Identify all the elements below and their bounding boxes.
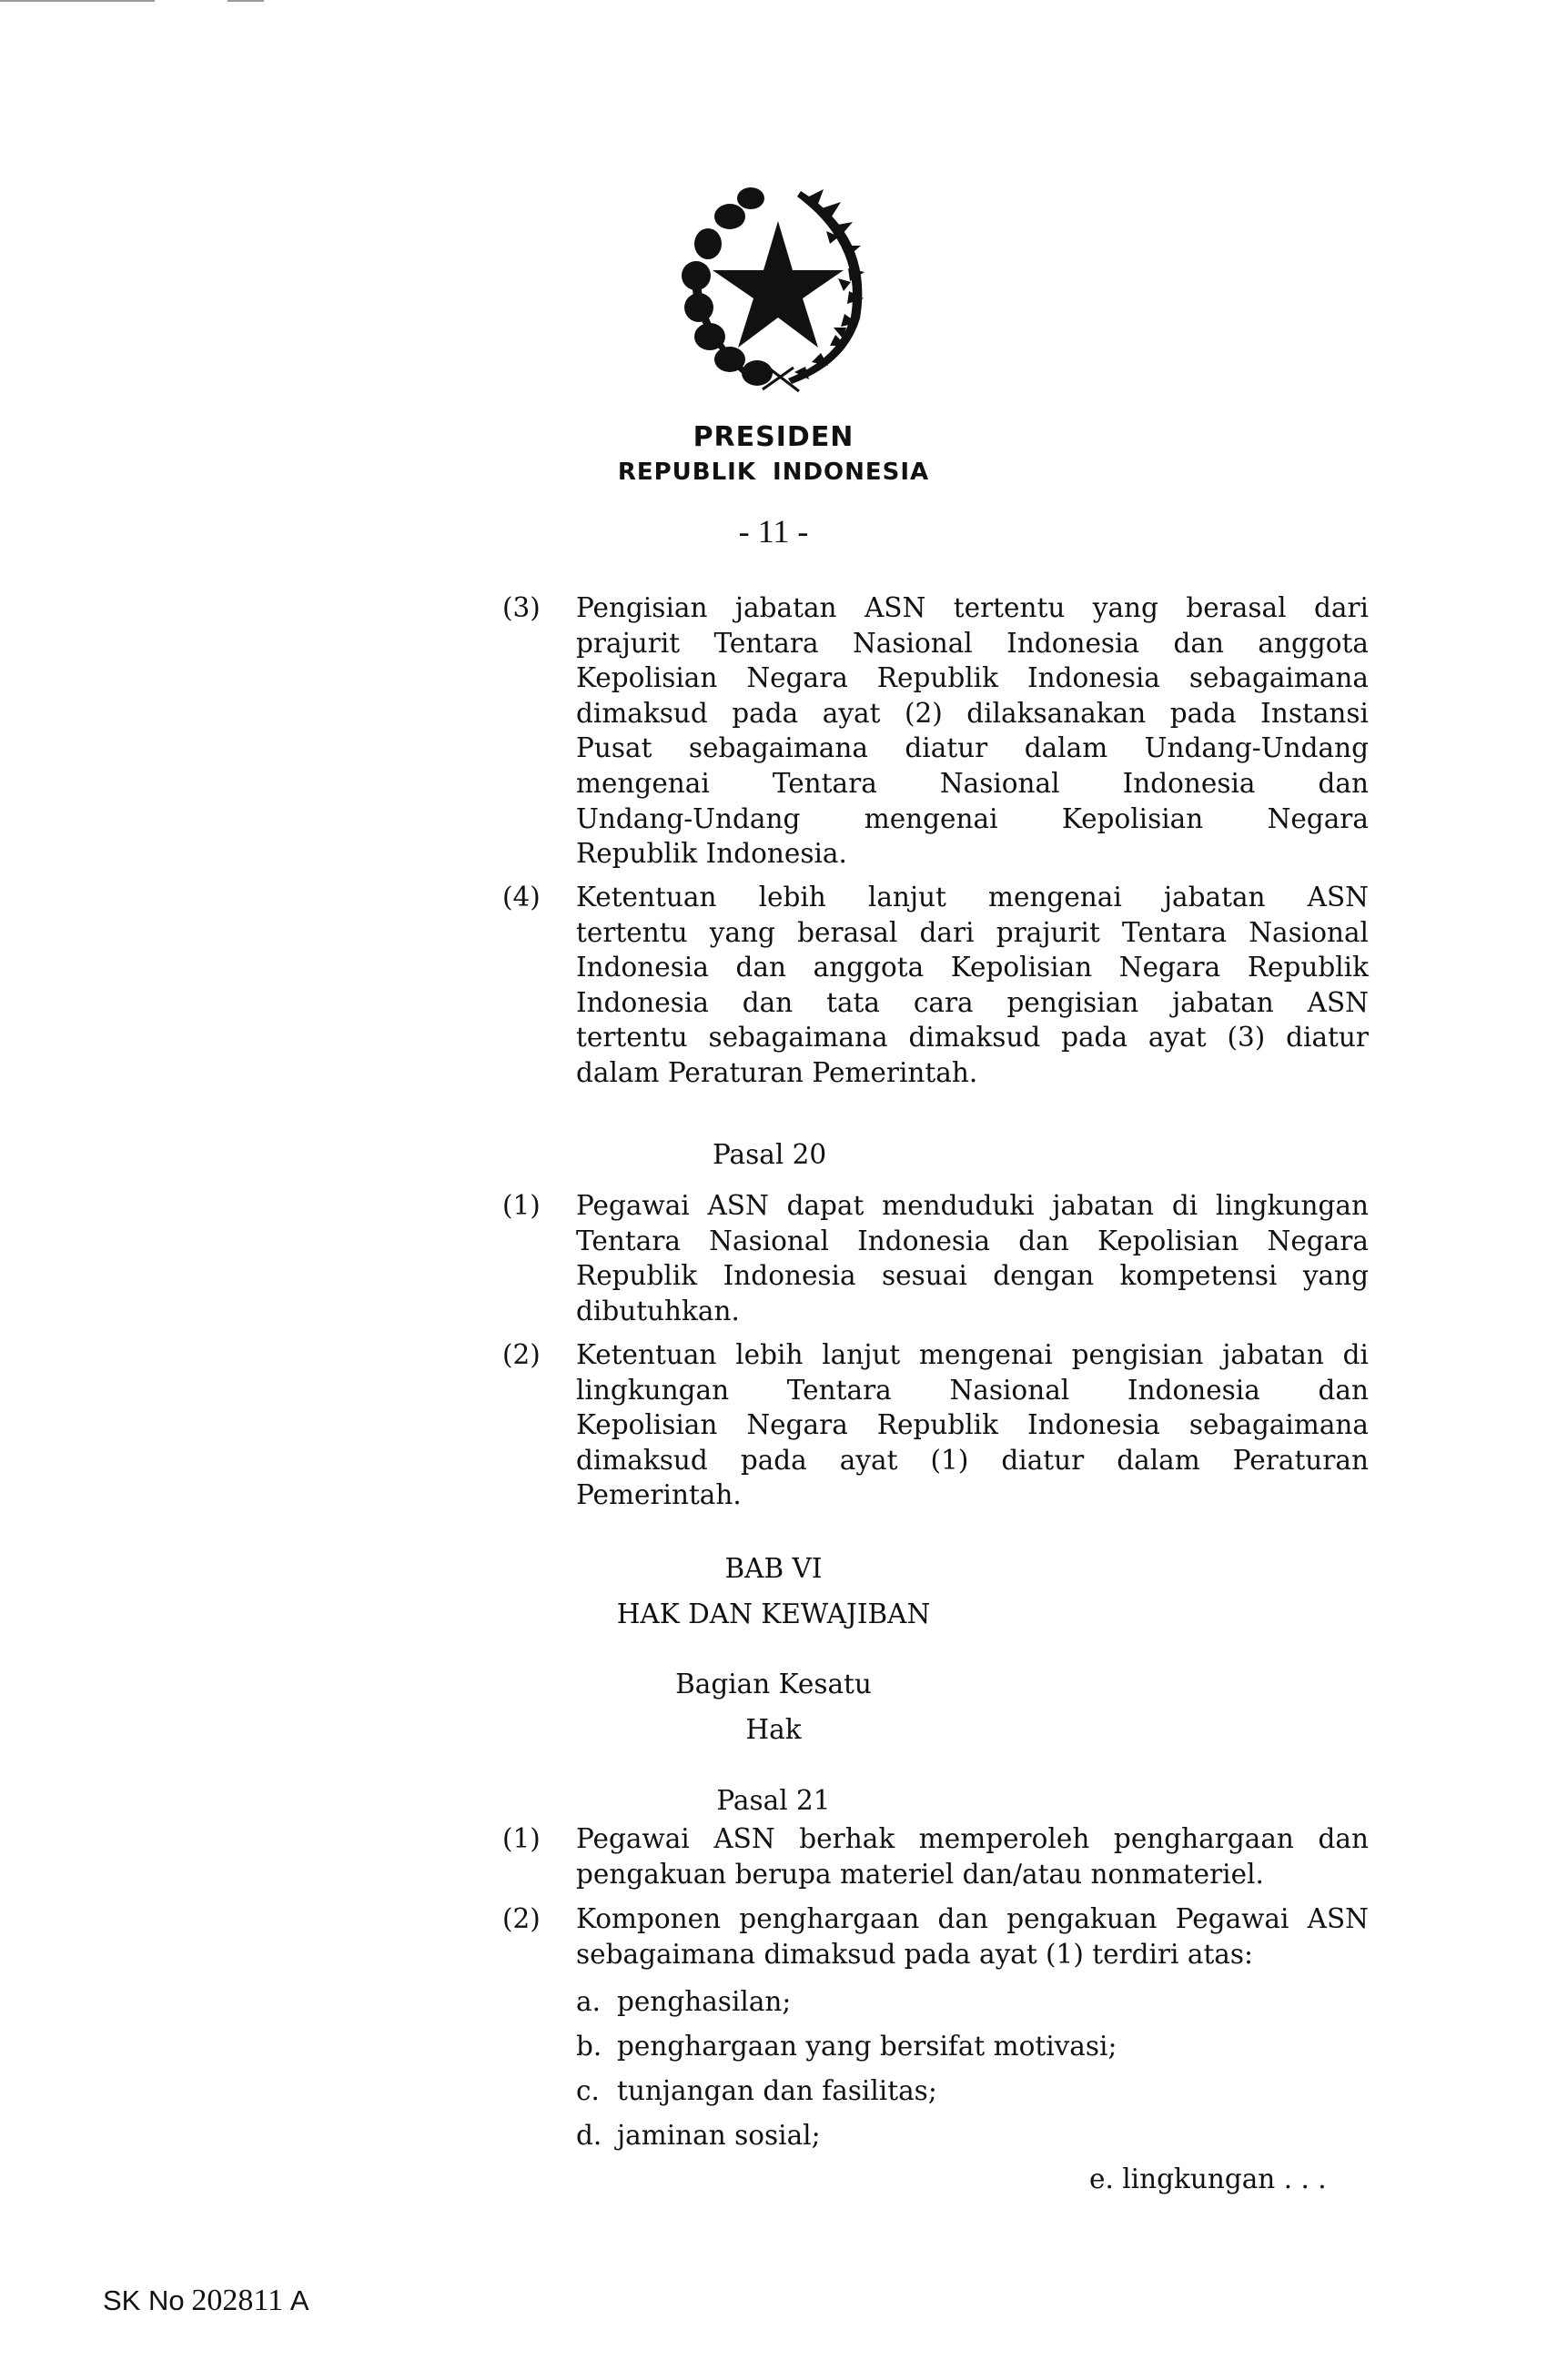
text-line: lingkungan Tentara Nasional Indonesia dan: [576, 1374, 1369, 1406]
code-suffix: A: [289, 2284, 309, 2316]
text-line: Pusat sebagaimana diatur dalam Undang-Undang: [576, 732, 1369, 764]
text-line: Undang-Undang mengenai Kepolisian Negara: [576, 802, 1369, 834]
list-letter: c.: [576, 2075, 600, 2106]
ayat-text: [576, 1337, 1369, 1513]
ayat-text: [576, 590, 1369, 872]
list-letter: b.: [576, 2031, 602, 2062]
pasal-20-title: Pasal 20: [713, 1139, 827, 1170]
text-line: Pengisian jabatan ASN tertentu yang berasal dari: [576, 592, 1369, 623]
ayat-number: (2): [502, 1903, 541, 1934]
text-line: Ketentuan lebih lanjut mengenai jabatan ASN: [576, 882, 1369, 913]
list-item-c: [576, 2073, 937, 2109]
document-code: [103, 2284, 309, 2318]
text-line: Indonesia dan tata cara pengisian jabatan ASN: [576, 986, 1369, 1018]
text-line: pengakuan berupa materiel dan/atau nonmateriel.: [576, 1858, 1264, 1890]
ayat-text: [576, 1901, 1369, 1972]
header-title-presiden: PRESIDEN: [693, 421, 854, 453]
text-line: dibutuhkan.: [576, 1295, 740, 1326]
text-line: Kepolisian Negara Republik Indonesia sebagaimana: [576, 1409, 1369, 1441]
bagian-number: Bagian Kesatu: [675, 1669, 872, 1699]
text-line: dalam Peraturan Pemerintah.: [576, 1056, 978, 1088]
text-line: Pegawai ASN berhak memperoleh penghargaan dan: [576, 1823, 1369, 1854]
ayat-number: (1): [502, 1190, 541, 1221]
text-line: Tentara Nasional Indonesia dan Kepolisian Negara: [576, 1225, 1369, 1256]
ayat-number: (4): [502, 882, 541, 913]
list-text: penghasilan;: [617, 1986, 792, 2017]
code-number: 202811: [191, 2284, 284, 2317]
text-line: mengenai Tentara Nasional Indonesia dan: [576, 767, 1369, 799]
text-line: Pegawai ASN dapat menduduki jabatan di lingkungan: [576, 1190, 1369, 1221]
ayat-text: [576, 1188, 1369, 1328]
text-line: Indonesia dan anggota Kepolisian Negara Republik: [576, 952, 1369, 983]
text-line: Kepolisian Negara Republik Indonesia sebagaimana: [576, 662, 1369, 694]
list-text: tunjangan dan fasilitas;: [617, 2075, 937, 2106]
text-line: Pemerintah.: [576, 1479, 742, 1511]
text-line: Ketentuan lebih lanjut mengenai pengisian jabatan di: [576, 1339, 1369, 1370]
scan-artifact: [0, 0, 155, 2]
pasal-21-title: Pasal 21: [716, 1785, 831, 1816]
text-line: Republik Indonesia sesuai dengan kompetensi yang: [576, 1260, 1369, 1292]
header-title-republik: REPUBLIK INDONESIA: [617, 459, 930, 486]
text-line: sebagaimana dimaksud pada ayat (1) terdiri atas:: [576, 1938, 1253, 1970]
ayat-number: (2): [502, 1339, 541, 1370]
bagian-title: Hak: [745, 1714, 802, 1745]
list-text: penghargaan yang bersifat motivasi;: [617, 2031, 1117, 2062]
bab-number: BAB VI: [724, 1553, 823, 1584]
page-number: - 11 -: [738, 513, 809, 550]
text-line: tertentu sebagaimana dimaksud pada ayat (3) diatur: [576, 1022, 1369, 1054]
code-prefix: SK No: [103, 2284, 185, 2316]
text-line: dimaksud pada ayat (1) diatur dalam Peraturan: [576, 1444, 1369, 1476]
ayat-text: [576, 880, 1369, 1091]
text-line: prajurit Tentara Nasional Indonesia dan anggota: [576, 627, 1369, 659]
text-line: Republik Indonesia.: [576, 838, 847, 870]
ayat-text: [576, 1821, 1369, 1891]
list-item-d: [576, 2118, 821, 2153]
list-item-a: [576, 1984, 791, 2020]
list-text: jaminan sosial;: [617, 2120, 821, 2151]
list-letter: d.: [576, 2120, 602, 2151]
list-item-b: [576, 2029, 1117, 2064]
text-line: dimaksud pada ayat (2) dilaksanakan pada Instansi: [576, 697, 1369, 729]
scan-artifact: [228, 0, 264, 2]
presidential-emblem-icon: [673, 182, 883, 393]
ayat-number: (3): [502, 592, 541, 623]
continuation-catchword: e. lingkungan . . .: [1089, 2163, 1327, 2194]
text-line: tertentu yang berasal dari prajurit Tentara Nasional: [576, 916, 1369, 948]
list-letter: a.: [576, 1986, 601, 2017]
bab-title: HAK DAN KEWAJIBAN: [616, 1598, 931, 1629]
text-line: Komponen penghargaan dan pengakuan Pegawai ASN: [576, 1903, 1369, 1934]
ayat-number: (1): [502, 1823, 541, 1854]
